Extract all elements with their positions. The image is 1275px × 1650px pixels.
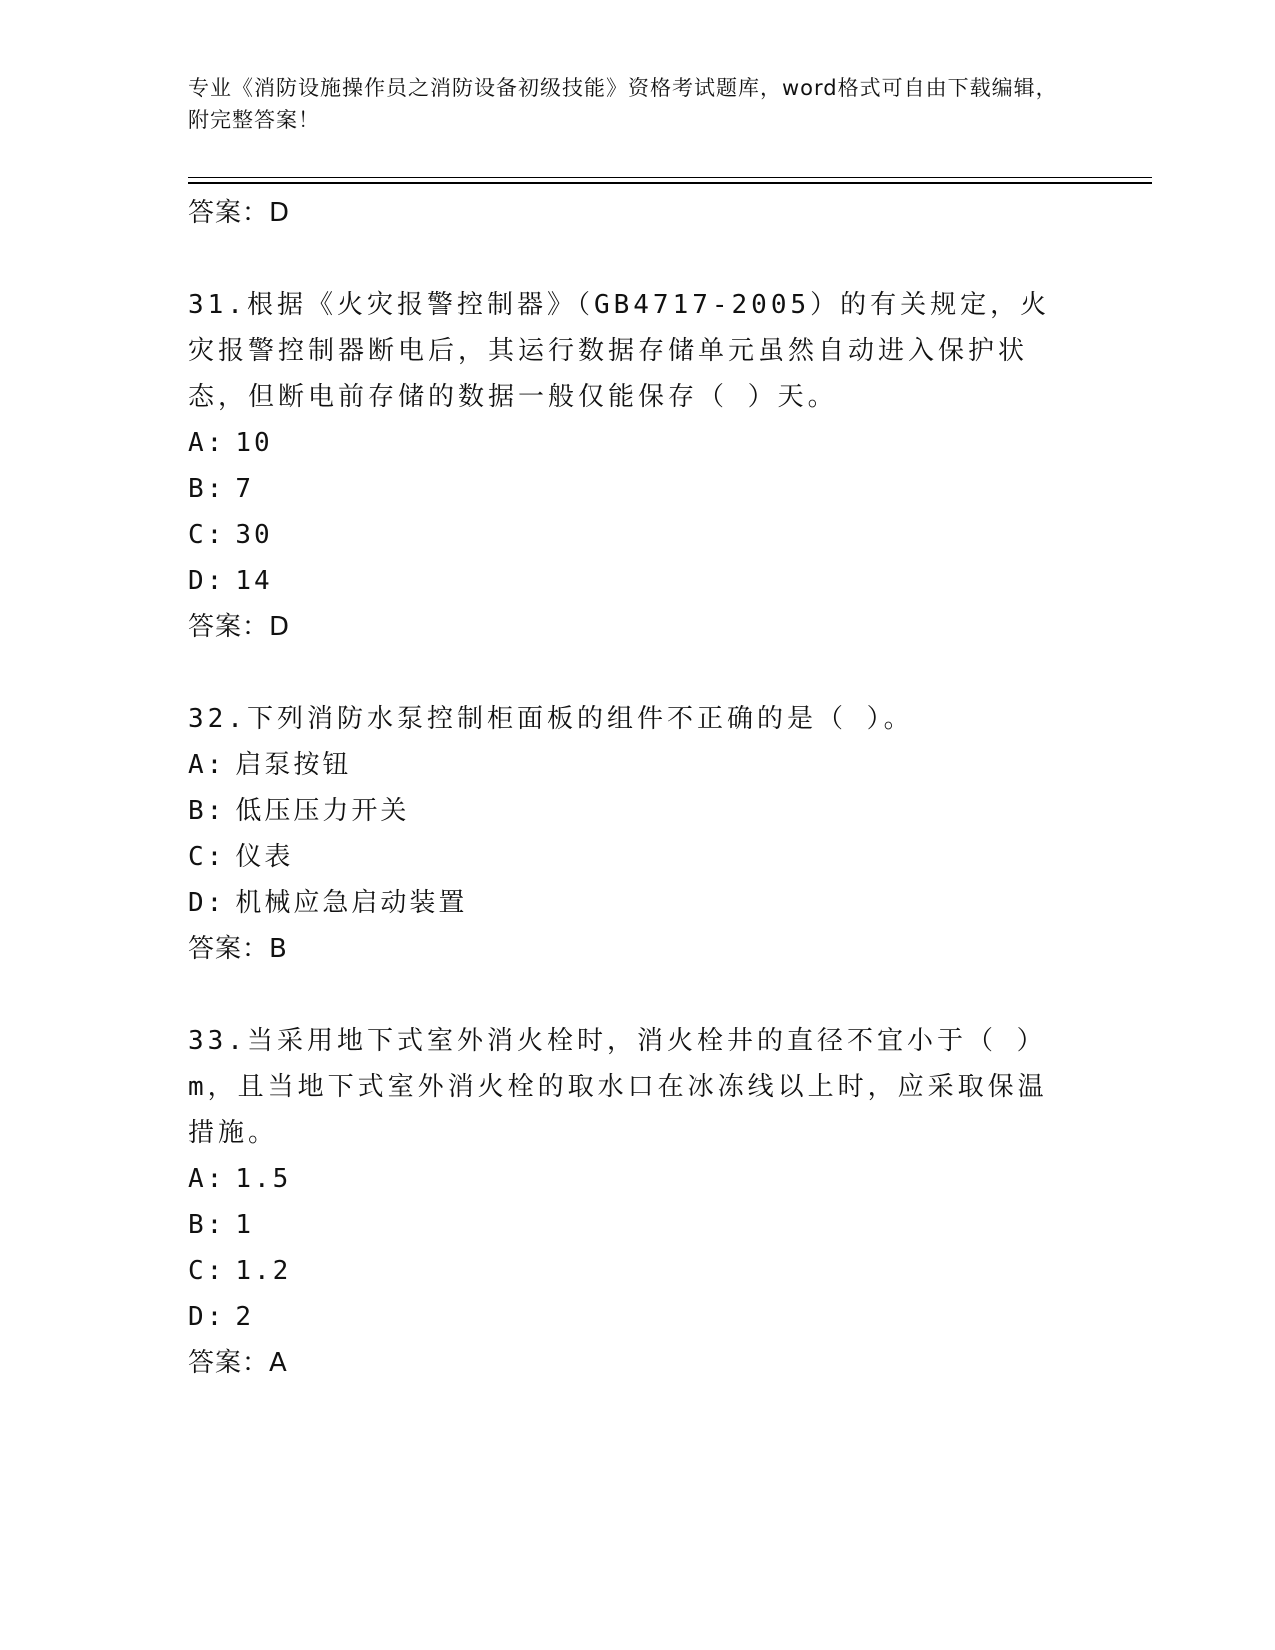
option-text: 1.2 <box>235 1256 292 1286</box>
question-text: 32.下列消防水泵控制柜面板的组件不正确的是（ ）。 <box>188 704 914 734</box>
option-text: 1 <box>235 1210 254 1240</box>
option-text: 30 <box>235 520 273 550</box>
option-b <box>188 788 1088 834</box>
question-text: 31.根据《火灾报警控制器》（GB4717-2005）的有关规定，火灾报警控制器断电后，其运行数据存储单元虽然自动进入保护状态，但断电前存储的数据一般仅能保存（ ）天。 <box>188 290 1051 412</box>
option-text: 低压压力开关 <box>235 796 410 826</box>
option-c <box>188 834 1088 880</box>
option-a <box>188 742 1088 788</box>
answer-line <box>188 1340 1088 1386</box>
answer-line <box>188 604 1088 650</box>
page-header: 专业《消防设施操作员之消防设备初级技能》资格考试题库，word格式可自由下载编辑，附完整答案！ <box>188 76 1058 132</box>
option-letter: D: <box>188 888 226 918</box>
answer-line <box>188 190 1088 236</box>
option-text: 机械应急启动装置 <box>235 888 468 918</box>
option-letter: D: <box>188 1302 226 1332</box>
header-rule-thick <box>188 182 1152 184</box>
option-b <box>188 466 1088 512</box>
answer-value: B <box>269 934 288 964</box>
option-letter: A: <box>188 428 226 458</box>
option-text: 7 <box>235 474 254 504</box>
option-d <box>188 558 1088 604</box>
option-letter: B: <box>188 1210 226 1240</box>
question-block <box>188 696 1088 972</box>
option-letter: D: <box>188 566 226 596</box>
answer-value: D <box>269 198 291 228</box>
option-text: 1.5 <box>235 1164 292 1194</box>
question-text: 33.当采用地下式室外消火栓时，消火栓井的直径不宜小于（ ）m，且当地下式室外消火栓的取水口在冰冻线以上时，应采取保温措施。 <box>188 1026 1048 1148</box>
header-rule-thin <box>188 177 1152 178</box>
option-text: 2 <box>235 1302 254 1332</box>
option-text: 启泵按钮 <box>235 750 352 780</box>
option-a <box>188 420 1088 466</box>
answer-label: 答案： <box>188 198 270 228</box>
option-text: 10 <box>235 428 273 458</box>
option-c <box>188 1248 1088 1294</box>
option-b <box>188 1202 1088 1248</box>
option-letter: B: <box>188 796 226 826</box>
option-d <box>188 880 1088 926</box>
answer-value: D <box>269 612 291 642</box>
question-content <box>188 190 1088 1386</box>
option-letter: A: <box>188 750 226 780</box>
answer-label: 答案： <box>188 612 270 642</box>
option-letter: C: <box>188 1256 226 1286</box>
option-letter: A: <box>188 1164 226 1194</box>
option-text: 仪表 <box>235 842 294 872</box>
option-letter: C: <box>188 842 226 872</box>
answer-value: A <box>269 1348 288 1378</box>
option-d <box>188 1294 1088 1340</box>
option-c <box>188 512 1088 558</box>
option-text: 14 <box>235 566 273 596</box>
question-block <box>188 1018 1088 1386</box>
option-letter: C: <box>188 520 226 550</box>
option-letter: B: <box>188 474 226 504</box>
answer-label: 答案： <box>188 1348 270 1378</box>
answer-line <box>188 926 1088 972</box>
option-a <box>188 1156 1088 1202</box>
answer-label: 答案： <box>188 934 270 964</box>
question-block <box>188 282 1088 650</box>
